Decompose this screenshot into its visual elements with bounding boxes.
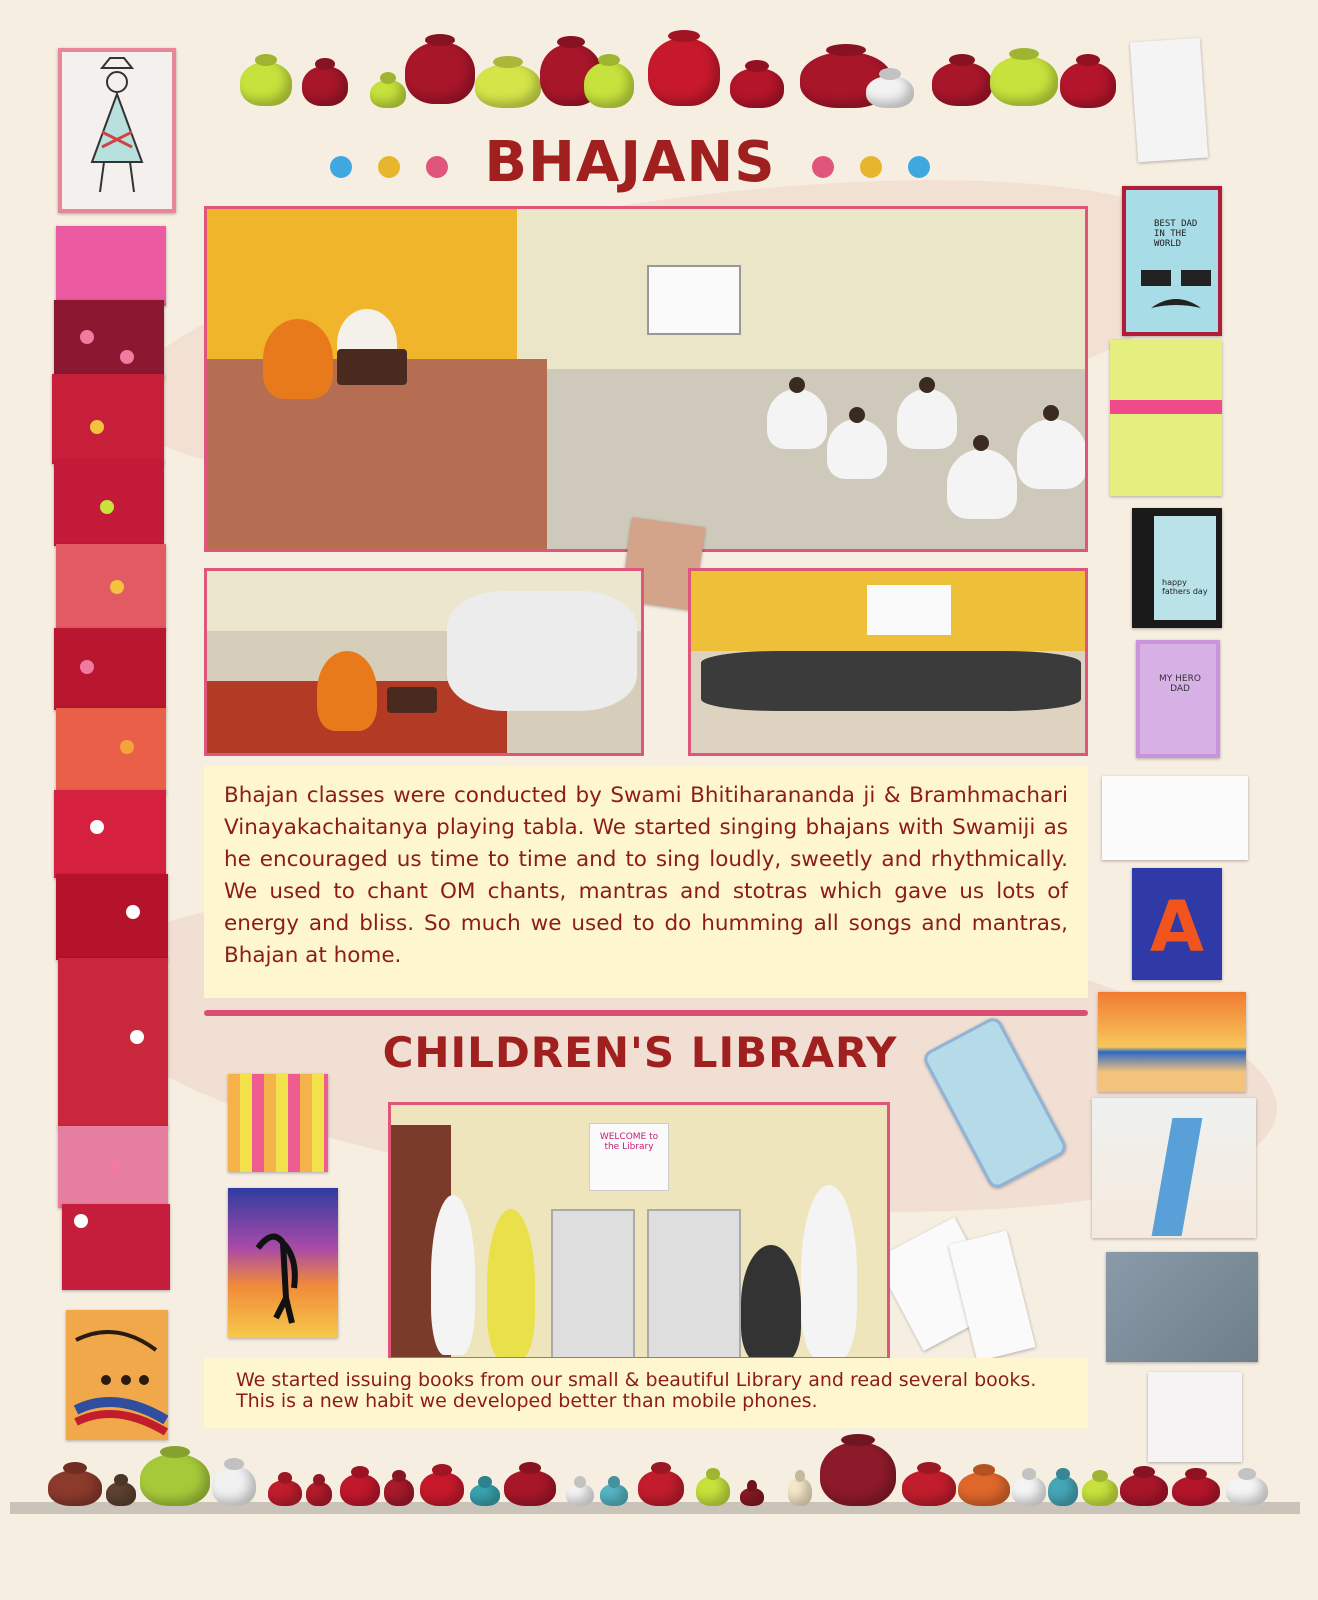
flower-icon	[90, 820, 104, 834]
bhajan-auditorium-photo	[688, 568, 1088, 756]
warli-figure-icon	[62, 52, 172, 209]
harmonium	[337, 349, 407, 385]
pot	[932, 62, 992, 106]
bhajans-description-box	[204, 766, 1088, 998]
card-inner	[1154, 516, 1216, 620]
pot	[240, 62, 292, 106]
welcome-sign-text: WELCOME to the Library	[599, 1132, 659, 1152]
flower-card	[54, 628, 166, 710]
heron-painting-card	[228, 1188, 338, 1338]
pot	[268, 1480, 302, 1506]
student-figure	[431, 1195, 475, 1355]
student-figure	[487, 1209, 535, 1359]
flower-icon	[90, 420, 104, 434]
pot	[638, 1470, 684, 1506]
decor-dot	[330, 156, 352, 178]
whiteboard	[647, 265, 741, 335]
pot	[504, 1470, 556, 1506]
sketch-card	[1130, 38, 1208, 163]
bhajans-title: BHAJANS	[484, 130, 776, 195]
pot	[212, 1466, 256, 1506]
pot	[1012, 1476, 1046, 1506]
pot	[470, 1484, 500, 1506]
student-group	[447, 591, 637, 711]
pot	[475, 64, 541, 108]
decor-dot	[378, 156, 400, 178]
student-figure	[1017, 419, 1087, 489]
river	[1152, 1118, 1203, 1236]
pot	[384, 1478, 414, 1506]
student-head	[973, 435, 989, 451]
decor-dot	[908, 156, 930, 178]
heron-icon	[228, 1188, 338, 1338]
student-head	[919, 377, 935, 393]
library-title: CHILDREN'S LIBRARY	[382, 1028, 898, 1077]
pink-note-card	[56, 226, 166, 306]
pot	[405, 42, 475, 104]
pot	[140, 1454, 210, 1506]
my-hero-text: MY HERO DAD	[1159, 674, 1201, 694]
swami-figure	[263, 319, 333, 399]
bookshelf	[551, 1209, 635, 1360]
pot	[340, 1474, 380, 1506]
screen	[867, 585, 951, 635]
abstract-painting-card	[1106, 1252, 1258, 1362]
bhajan-library-photo	[204, 568, 644, 756]
pot	[990, 56, 1058, 106]
library-description-box	[204, 1358, 1088, 1428]
harmonium	[387, 687, 437, 713]
flower-icon	[100, 500, 114, 514]
student-head	[789, 377, 805, 393]
happy-fathers-card	[1132, 508, 1222, 628]
flower-icon	[110, 1160, 124, 1174]
student-figure	[801, 1185, 857, 1359]
flower-card	[54, 790, 166, 878]
bhajan-hall-photo	[204, 206, 1088, 552]
flower-icon	[120, 740, 134, 754]
flower-card	[58, 958, 168, 1128]
letter-a-text: A	[1149, 886, 1205, 968]
pot	[106, 1482, 136, 1506]
bhajans-description: Bhajan classes were conducted by Swami Bhitiharananda ji & Bramhmachari Vinayakachaitanya playing tabla. We started singing bhajans with Swamiji as he encouraged us time to time and to sing loudly, sweetly and rhythmically. We used to chant OM chants, mantras and stotras which gave us lots of energy and bliss. So much we used to do humming all songs and mantras, Bhajan at home.	[224, 783, 1068, 968]
student-figure	[767, 389, 827, 449]
best-dad-text: BEST DAD IN THE WORLD	[1154, 219, 1198, 249]
flower-icon	[130, 1030, 144, 1044]
student-figure	[947, 449, 1017, 519]
pot	[1120, 1474, 1168, 1506]
pot	[566, 1484, 594, 1506]
letter-a-card	[1132, 868, 1222, 980]
glasses-moustache-icon	[1136, 270, 1216, 320]
student-figure	[827, 419, 887, 479]
pot	[1048, 1476, 1078, 1506]
decor-dot	[426, 156, 448, 178]
flower-icon	[120, 350, 134, 364]
pot	[306, 1482, 332, 1506]
stage	[207, 359, 547, 552]
pot	[820, 1442, 896, 1506]
student-head	[849, 407, 865, 423]
decor-dot	[860, 156, 882, 178]
pot	[370, 80, 406, 108]
bookshelf	[647, 1209, 741, 1360]
pot	[648, 38, 720, 106]
pot	[1172, 1476, 1220, 1506]
pot	[958, 1472, 1010, 1506]
teacher-figure	[741, 1245, 801, 1360]
flower-icon	[126, 905, 140, 919]
welcome-sign	[589, 1123, 669, 1191]
pot	[600, 1484, 628, 1506]
pot	[740, 1488, 764, 1506]
section-divider	[204, 1010, 1088, 1016]
flower-icon	[74, 1214, 88, 1228]
flower-card	[54, 300, 164, 380]
flower-icon	[80, 330, 94, 344]
student-head	[1043, 405, 1059, 421]
pink-bow-icon	[1110, 400, 1222, 414]
leaf-print-card	[1102, 776, 1248, 860]
pot	[902, 1470, 956, 1506]
pot	[584, 62, 634, 108]
weave-bookmark-card	[228, 1074, 328, 1172]
tribal-drawing-card	[58, 48, 176, 213]
pot	[48, 1470, 102, 1506]
pot	[420, 1472, 464, 1506]
warli-painting-card	[66, 1310, 168, 1440]
decor-dot	[812, 156, 834, 178]
library-description: We started issuing books from our small & beautiful Library and read several books. This is a new habit we developed better than mobile phones.	[236, 1369, 1037, 1412]
swami-figure	[317, 651, 377, 731]
flower-fan-card	[1110, 340, 1222, 496]
paper-bookmark-card	[948, 1231, 1035, 1362]
pot	[730, 68, 784, 108]
pot	[1082, 1478, 1118, 1506]
landscape-painting-card	[1092, 1098, 1256, 1238]
flower-icon	[80, 660, 94, 674]
sunset-painting-card	[1098, 992, 1246, 1092]
pot	[1060, 62, 1116, 108]
best-dad-card	[1122, 186, 1222, 336]
pot	[1226, 1476, 1268, 1506]
bookmark-sketch-card	[1148, 1372, 1242, 1462]
student-figure	[897, 389, 957, 449]
tree-icon	[66, 1310, 168, 1440]
pot	[866, 76, 914, 108]
happy-fathers-text: happy fathers day	[1162, 578, 1208, 596]
pot	[696, 1476, 730, 1506]
flower-icon	[110, 580, 124, 594]
audience	[701, 651, 1081, 711]
pot	[302, 66, 348, 106]
my-hero-card	[1136, 640, 1220, 758]
flower-card	[52, 374, 164, 464]
library-photo	[388, 1102, 890, 1360]
flower-card	[56, 874, 168, 960]
pot	[788, 1478, 812, 1506]
cream-wall	[517, 209, 1088, 369]
flower-card	[56, 708, 166, 794]
